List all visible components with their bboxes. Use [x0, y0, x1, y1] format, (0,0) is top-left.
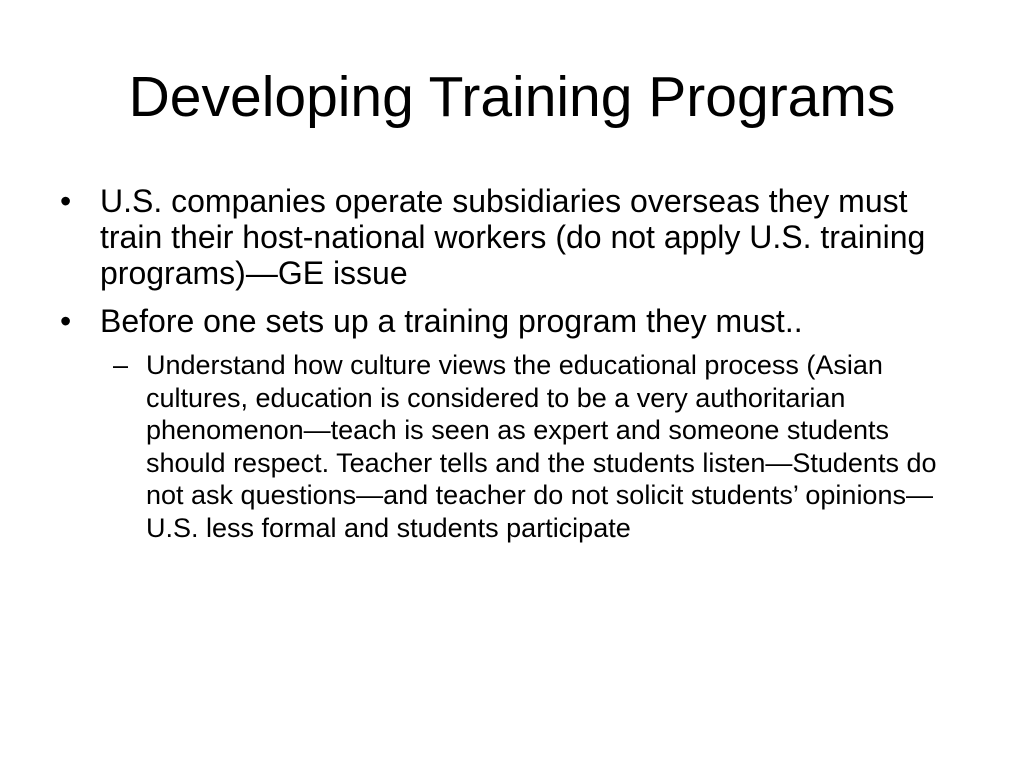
bullet-marker: • — [60, 303, 72, 339]
bullet-text: U.S. companies operate subsidiaries overseas they must train their host-national workers (do not apply U.S. training programs)—GE issue — [100, 183, 926, 291]
sub-bullet-marker: – — [113, 350, 129, 380]
sub-bullet-item — [60, 349, 976, 544]
bullet-item — [60, 183, 935, 291]
bullet-text: Before one sets up a training program they must.. — [100, 303, 803, 339]
sub-bullet-text: Understand how culture views the educational process (Asian cultures, education is considered to be a very authoritarian phenomenon—teach is seen as expert and someone students should respect. Teacher tells and the students listen—Students do not ask questions—and teacher do not solicit students’ opinions—U.S. less formal and students participate — [146, 350, 937, 543]
slide-title: Developing Training Programs — [128, 65, 896, 129]
bullet-item — [60, 303, 935, 339]
slide-body — [60, 183, 980, 544]
bullet-marker: • — [60, 183, 72, 219]
